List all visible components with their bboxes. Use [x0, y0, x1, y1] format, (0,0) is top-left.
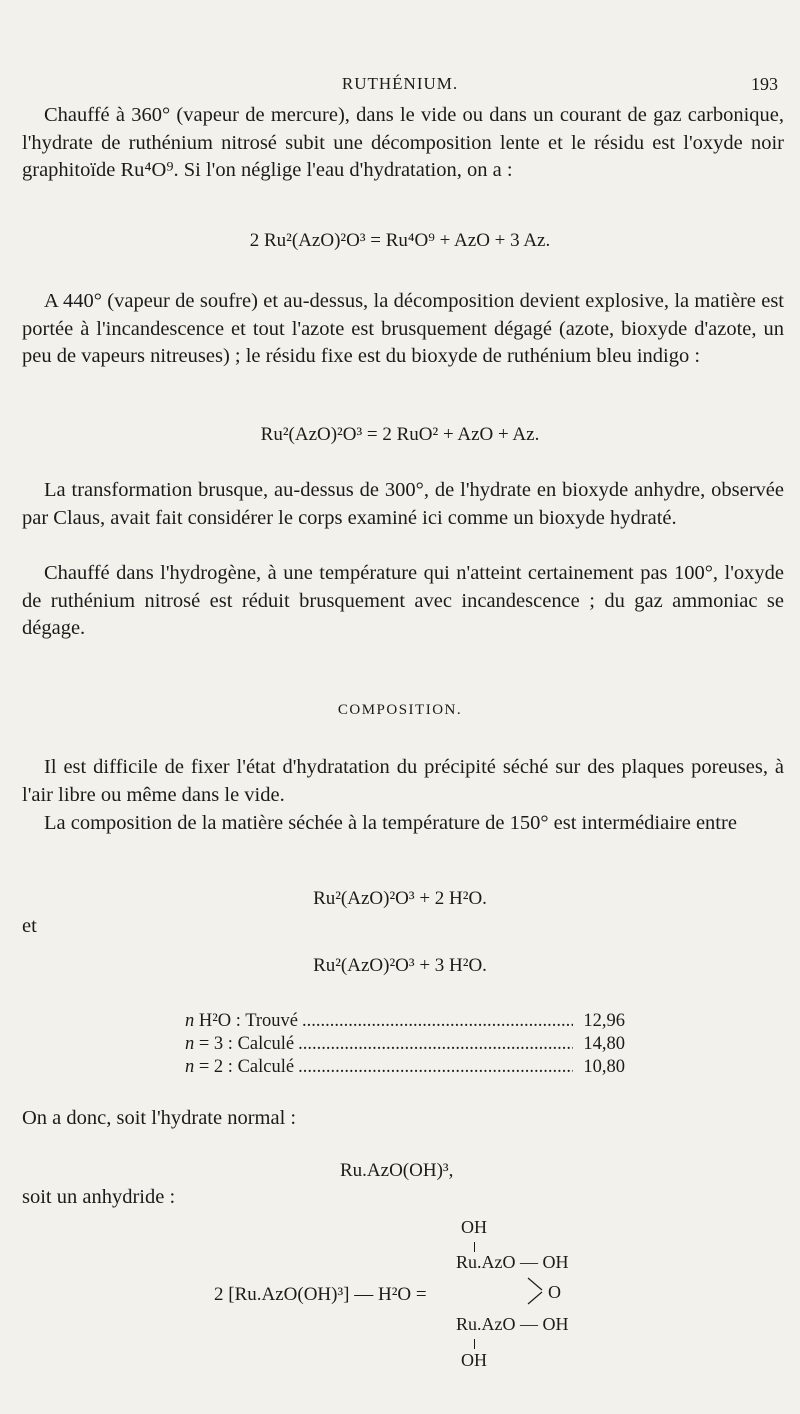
oh-top-label: OH	[461, 1217, 487, 1237]
result-value: 10,80	[583, 1057, 625, 1077]
equation-dioxide: Ru²(AzO)²O³ = 2 RuO² + AzO + Az.	[260, 424, 540, 445]
paragraph-anhydride: soit un anhydride :	[22, 1186, 176, 1208]
oxygen-bridge-label: O	[548, 1282, 561, 1302]
formula-two-water: Ru²(AzO)²O³ + 2 H²O.	[313, 888, 487, 909]
result-row-calc-2	[185, 1056, 625, 1079]
page-number: 193	[751, 74, 778, 94]
page-header	[0, 74, 800, 100]
paragraph-heating-sulfur: A 440° (vapeur de soufre) et au-dessus, la décomposition devient explosive, la matière est portée à l'incandescence et tout l'azote est brusquement dégagé (azote, bioxyde d'azote, un peu de vapeurs nitreuses) ; le résidu fixe est du bioxyde de ruthénium bleu indigo :	[22, 290, 784, 367]
analysis-results	[185, 1010, 625, 1079]
oh-bottom-label: OH	[461, 1350, 487, 1370]
anhydride-lhs: 2 [Ru.AzO(OH)³] — H²O =	[214, 1284, 427, 1305]
result-row-found	[185, 1010, 625, 1033]
section-title-composition: COMPOSITION.	[337, 702, 463, 718]
bond-vertical-top	[474, 1242, 475, 1252]
result-label: n H²O : Trouvé	[185, 1011, 298, 1031]
equation-graphitoid-oxide: 2 Ru²(AzO)²O³ = Ru⁴O⁹ + AzO + 3 Az.	[249, 230, 551, 251]
paragraph-hydrogen: Chauffé dans l'hydrogène, à une température qui n'atteint certainement pas 100°, l'oxyde de ruthénium nitrosé est réduit brusquement avec incandescence ; du gaz ammoniac se dégage.	[22, 562, 784, 639]
paragraph-hydration: Il est difficile de fixer l'état d'hydratation du précipité séché sur des plaques poreuses, à l'air libre ou même dans le vide.	[22, 756, 784, 806]
bond-vertical-bottom	[474, 1339, 475, 1349]
structure-row-1: Ru.AzO — OH	[456, 1252, 569, 1272]
result-value: 12,96	[583, 1011, 625, 1031]
result-label: n = 2 : Calculé	[185, 1057, 295, 1077]
leader-dots	[298, 1010, 573, 1033]
bleed-through	[610, 195, 613, 211]
result-label: n = 3 : Calculé	[185, 1034, 295, 1054]
paragraph-claus: La transformation brusque, au-dessus de 300°, de l'hydrate en bioxyde anhydre, observée par Claus, avait fait considérer le corps examiné ici comme un bioxyde hydraté.	[22, 479, 784, 529]
running-title: RUTHÉNIUM.	[341, 74, 459, 93]
formula-normal-hydrate: Ru.AzO(OH)³,	[340, 1160, 454, 1181]
leader-dots	[294, 1033, 573, 1056]
leader-dots	[294, 1056, 573, 1079]
result-value: 14,80	[583, 1034, 625, 1054]
conjunction-et: et	[22, 915, 37, 937]
paragraph-normal-hydrate: On a donc, soit l'hydrate normal :	[22, 1107, 297, 1129]
result-row-calc-3	[185, 1033, 625, 1056]
structure-row-2: Ru.AzO — OH	[456, 1314, 569, 1334]
formula-three-water: Ru²(AzO)²O³ + 3 H²O.	[313, 955, 487, 976]
paragraph-heating-mercury: Chauffé à 360° (vapeur de mercure), dans le vide ou dans un courant de gaz carbonique, l'hydrate de ruthénium nitrosé subit une décomposition lente et le résidu est l'oxyde noir graphitoïde Ru⁴O⁹. Si l'on néglige l'eau d'hydratation, on a :	[22, 104, 784, 181]
oxygen-bridge-bonds	[526, 1276, 548, 1306]
paragraph-composition: La composition de la matière séchée à la température de 150° est intermédiaire entre	[44, 812, 737, 834]
